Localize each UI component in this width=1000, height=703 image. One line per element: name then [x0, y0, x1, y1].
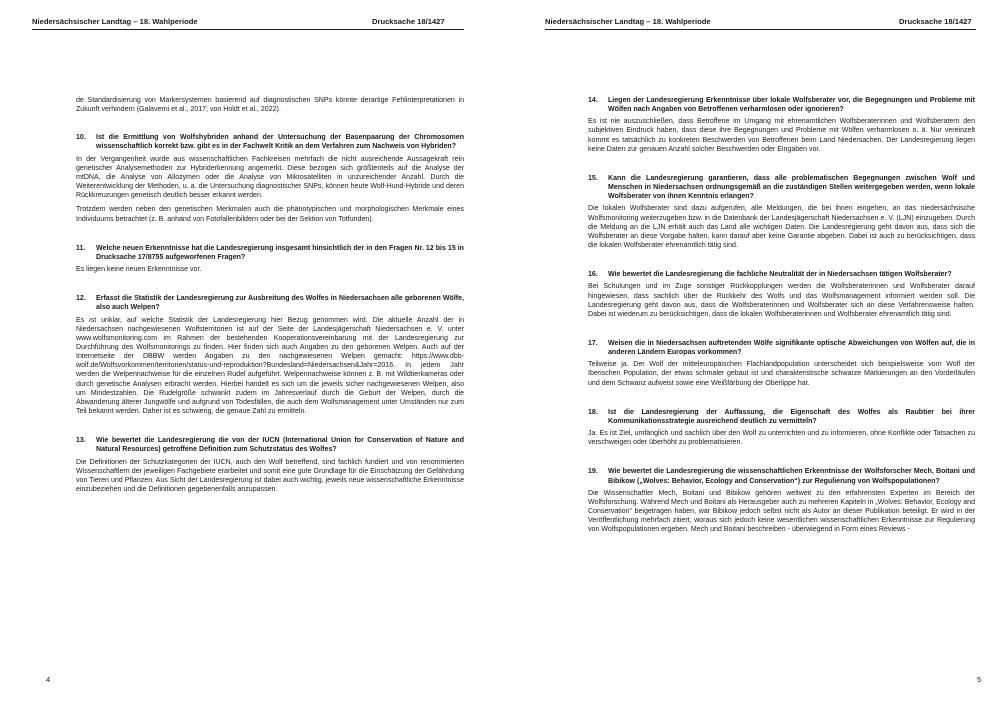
question-block [76, 294, 464, 416]
question-block [588, 270, 975, 319]
header-rule [32, 29, 464, 30]
page-number: 5 [977, 675, 982, 684]
question [76, 294, 464, 312]
running-header-title: Niedersächsischer Landtag – 18. Wahlperiode [545, 17, 711, 26]
header-rule [545, 29, 976, 30]
answer-paragraph: Es liegen keine neuen Erkenntnisse vor. [76, 266, 202, 274]
question-number: 19. [588, 468, 598, 476]
question-block [588, 96, 975, 154]
question [588, 339, 975, 357]
question-block [588, 467, 975, 534]
question-text: Wie bewertet die Landesregierung die wissenschaftlichen Erkenntnisse der Wolfsforscher Mech, Boitani und Bibikow („Wolves: Behavior, Ecology and Conservation“) zur Regulierung von Wolfspopulationen? [608, 468, 975, 485]
answer-paragraph: Die lokalen Wolfsberater sind dazu aufgerufen, alle Meldungen, die bei ihnen eingehen, an das niedersächsische Wolfsmonitoring weiterzugeben bzw. in die Datenbank der Landesjägerschaft Niedersachsen e. V. (LJN) einzugeben. Durch die Meldung an die LJN erhält auch das Land alle wichtigen Daten. Die Landesregierung geht davon aus, dass sich die Wolfsberater an diese Vorgabe halten, kann darauf aber keine Garantie abgeben. Dabei ist auch zu berücksichtigen, dass die lokalen Wolfsberater ehrenamtlich tätig sind. [588, 205, 975, 250]
question-text: Wie bewertet die Landesregierung die von der IUCN (International Union for Conservation of Nature and Natural Resources) getroffene Definition zum Schutzstatus des Wolfes? [96, 437, 464, 454]
question-text: Ist die Ermittlung von Wolfshybriden anhand der Untersuchung der Basenpaarung der Chromosomen wissenschaftlich korrekt bzw. gibt es in der Fachwelt Kritik an dem Verfahren zum Nachweis von Hybriden? [96, 134, 464, 151]
running-header-doc-number: Drucksache 18/1427 [372, 17, 445, 26]
question-number: 13. [76, 437, 86, 445]
question-number: 18. [588, 408, 598, 416]
question [588, 174, 975, 201]
answer-paragraph: In der Vergangenheit wurde aus wissenschaftlichen Fachkreisen mehrfach die nicht ausreichende Aussagekraft rein genetischer Analysemethoden zur Hybriderkennung angemerkt. Diese bezogen sich größtenteils auf die Analyse der mtDNA, die Analyse von Allozymen oder die Analyse von Mikrosatelliten in unzureichender Anzahl. Durch die Weiterentwicklung der Methoden, u. a. die Untersuchung diagnostischer SNPs, können heute Wolf-Hund-Hybride und deren Rückkreuzungen genetisch deutlich besser erkannt werden. [76, 155, 464, 200]
left-body-text [76, 96, 464, 499]
answer-paragraph: Teilweise ja. Der Wolf der mitteleuropäischen Flachlandpopulation unterscheidet sich beispielsweise vom Wolf der Iberischen Population, der etwas schmaler gebaut ist und charakteristische schwarze Markierungen an den Vorderläufen und dem Schwanz aufweist sowie eine Weißfärbung der Oberlippe hat. [588, 361, 975, 387]
question-number: 11. [76, 244, 86, 252]
answer-paragraph: Ja. Es ist Ziel, umfänglich und sachlich über den Wolf zu unterrichten und zu informieren, ohne Konflikte oder Tatsachen zu verschweigen oder überhöht zu problematisieren. [588, 430, 975, 447]
question-block [588, 408, 975, 448]
question-text: Liegen der Landesregierung Erkenntnisse über lokale Wolfsberater vor, die Begegnungen und Probleme mit Wölfen nach Angaben von Betroffenen verharmlosen oder ignorieren? [608, 97, 975, 114]
question [588, 408, 975, 426]
question-block [76, 133, 464, 223]
question-number: 17. [588, 339, 598, 347]
question [76, 133, 464, 151]
question-number: 14. [588, 97, 598, 104]
question-number: 16. [588, 271, 598, 279]
question-number: 12. [76, 295, 86, 303]
question [76, 244, 464, 262]
paragraph: de Standardisierung von Markersystemen basierend auf diagnostischen SNPs könnte derartige Fehlinterpretationen in Zukunft verhindern (Galaverni et al., 2017; von Holdt et al., 2022). [76, 97, 464, 114]
question [588, 467, 975, 485]
question-text: Welche neuen Erkenntnisse hat die Landesregierung insgesamt hinsichtlich der in den Fragen Nr. 12 bis 15 in Drucksache 17/8755 aufgeworfenen Fragen? [96, 244, 464, 261]
question-number: 10. [76, 134, 86, 142]
question-block [588, 174, 975, 250]
question-text: Kann die Landesregierung garantieren, dass alle problematischen Begegnungen zwischen Wolf und Menschen in Niedersachsen ordnungsgemäß an die zuständigen Stellen weitergegeben werden, wenn lokale Wolfsberater von ihnen Kenntnis erlangen? [608, 174, 975, 201]
question-block [76, 436, 464, 494]
question-text: Erfasst die Statistik der Landesregierung zur Ausbreitung des Wolfes in Niedersachsen alle geborenen Wölfe, also auch Welpen? [96, 295, 464, 312]
answer-paragraph: Die Definitionen der Schutzkategorien der IUCN, auch den Wolf betreffend, sind fachlich fundiert und von renommierten Wissenschaftlern der jeweiligen Fachgebiete erarbeitet und somit eine gute Grundlage für die Einschätzung der Gefährdung von Tieren und Pflanzen. Aus Sicht der Landesregierung ist dabei auch wichtig, jeweils neue wissenschaftliche Erkenntnisse einzubeziehen und die Definitionen gegebenenfalls anzupassen. [76, 458, 464, 493]
question-number: 15. [588, 174, 598, 182]
right-body-text [588, 96, 975, 539]
answer-paragraph: Die Wissenschaftler Mech, Boitani und Bibikow gehören weltweit zu den erfahrensten Experten im Bereich der Wolfsforschung. Während Mech und Boitani als Herausgeber auch zu mehreren Kapiteln in „Wolves: Behavior, Ecology and Conservation“ beigetragen haben, war Bibikow jedoch selbst nicht als Autor an dieser Publikation beteiligt. Er wird in der Veröffentlichung mehrfach zitiert, woraus sich jedoch keine wesentlichen wissenschaftlichen Erkenntnisse zur Regulierung von Wolfspopulationen ergeben. Mech und Boitani beschreiben - überwiegend in Form eines Reviews - [588, 489, 975, 534]
question-block [588, 339, 975, 388]
page-number: 4 [46, 675, 51, 684]
running-header-doc-number: Drucksache 18/1427 [899, 17, 972, 26]
question [588, 270, 975, 279]
running-header-title: Niedersächsischer Landtag – 18. Wahlperiode [32, 17, 198, 26]
question [588, 96, 975, 114]
question-text: Ist die Landesregierung der Auffassung, die Eigenschaft des Wolfes als Raubtier bei ihrer Kommunikationsstrategie ausreichend deutlich zu vermitteln? [608, 408, 975, 425]
question-text: Wie bewertet die Landesregierung die fachliche Neutralität der in Niedersachsen tätigen Wolfsberater? [608, 271, 952, 279]
question-block [76, 244, 464, 274]
answer-paragraph: Bei Schulungen und im Zuge sonstiger Rückkopplungen werden die Wolfsberaterinnen und Wolfsberater darauf hingewiesen, dass sachlich über die Rückkehr des Wolfs und das Wolfsmanagement informiert werden soll. Die Landesregierung geht davon aus, dass die Wolfsberaterinnen und Wolfsberater sich an diese Verfahrensweise halten. Dabei ist wiederum zu berücksichtigen, dass die lokalen Wolfsberaterinnen und Wolfsberater ehrenamtlich tätig sind. [588, 283, 975, 318]
answer-paragraph: Es ist nie auszuschließen, dass Betroffene im Umgang mit ehrenamtlichen Wolfsberaterinnen und Wolfsberatern den subjektiven Eindruck haben, dass diese ihre Begegnungen und Probleme mit Wölfen verharmlosen o. ä. Nur vereinzelt kommt es tatsächlich zu konkreten Beschwerden von Betroffenen beim Land Niedersachen. Der Landesregierung liegen keine Daten zur genauen Anzahl solcher Beschwerden oder Eingaben vor. [588, 118, 975, 153]
answer-paragraph: Trotzdem werden neben den genetischen Merkmalen auch die phänotypischen und morphologischen Merkmale eines Individuums betrachtet (z. B. anhand von Fotofallenbildern oder bei der Sektion von Totfunden). [76, 206, 464, 223]
question-text: Weisen die in Niedersachsen auftretenden Wölfe signifikante optische Abweichungen von Wölfen auf, die in anderen Ländern Europas vorkommen? [608, 339, 975, 357]
answer-paragraph: Es ist unklar, auf welche Statistik der Landesregierung hier Bezug genommen wird. Die aktuelle Anzahl der in Niedersachsen nachgewiesenen Wolfsterritorien ist auf der Seite der Landesjägerschaft Niedersachsen e. V. unter www.wolfsmonitoring.com im Rahmen der bestehenden Kooperationsvereinbarung mit der Landesregierung zur Durchführung des Wolfsmonitorings zu finden. Hier finden sich auch Angaben zu den geborenen Welpen. Auch auf der Internetseite der DBBW werden Angaben zu den nachgewiesenen Welpen gemacht: https://www.dbb-wolf.de/Wolfsvorkommen/territorien/status-und-reproduktion?Bundesland=Niedersachsen&Jahr=2016. In jedem Jahr werden die Welpennachweise für die einzelnen Rudel aufgeführt. Welpennachweise können z. B. mit Wildtierkameras oder durch genetische Analysen erbracht werden. Hierbei handelt es sich um die jeweils sicher nachgewiesenen Welpen, also um Mindestzahlen. Die Rudelgröße schwankt zudem im Jahresverlauf durch die Geburt der Welpen, durch die Abwanderung älterer Jungwölfe und aufgrund von Todesfällen, die auch dem Wolfsmanagement unter Umständen nur zum Teil bekannt werden. Daher ist es schwierig, die genaue Zahl zu ermitteln. [76, 316, 464, 416]
question [76, 436, 464, 454]
